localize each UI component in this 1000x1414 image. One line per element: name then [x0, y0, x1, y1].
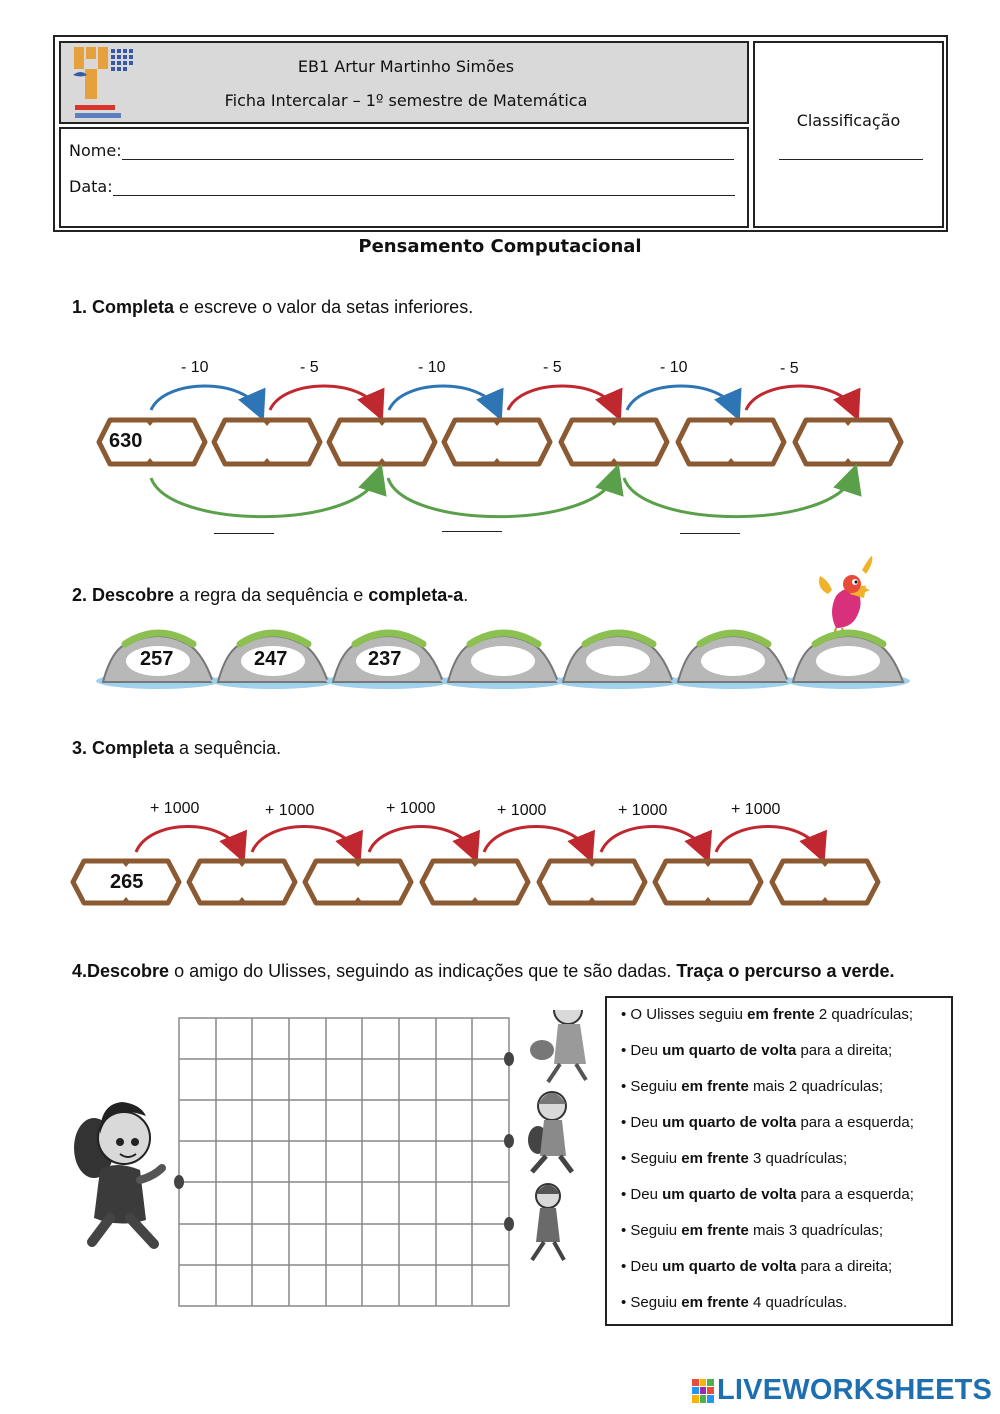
- q3-arrow-label-3: + 1000: [386, 800, 436, 817]
- q3-box-6[interactable]: [655, 861, 761, 903]
- stone-4[interactable]: [441, 633, 565, 689]
- q2-end: .: [463, 585, 469, 605]
- q1-arrow-label-3: - 10: [418, 359, 446, 376]
- q3-arrow-6: [716, 827, 820, 853]
- instruction-item: • Seguiu em frente mais 2 quadrículas;: [621, 1078, 884, 1095]
- q1-box-5[interactable]: [561, 420, 667, 464]
- classification-label: Classificação: [796, 111, 901, 130]
- q2-value-2: 247: [254, 648, 288, 670]
- q3-bold: Completa: [92, 738, 175, 758]
- instruction-item: • Seguiu em frente mais 3 quadrículas;: [621, 1222, 884, 1239]
- q1-arrow-label-5: - 10: [660, 359, 688, 376]
- q3-number-line: [0, 800, 1000, 920]
- question-4: [72, 958, 930, 985]
- instruction-item: • Deu um quarto de volta para a esquerda;: [621, 1114, 914, 1131]
- q1-bottom-arrow-1: [151, 475, 378, 517]
- q1-arrow-3: [389, 386, 497, 410]
- q1-number: 1.: [72, 297, 88, 317]
- q3-box-3[interactable]: [305, 861, 411, 903]
- q1-bottom-arrow-2: [388, 475, 615, 517]
- q3-arrow-label-5: + 1000: [618, 802, 668, 819]
- q3-number: 3.: [72, 738, 88, 758]
- q1-bold: Completa: [92, 297, 175, 317]
- q1-answer-line-1[interactable]: [214, 533, 274, 534]
- q4-text: o amigo do Ulisses, seguindo as indicações que te são dadas.: [169, 961, 677, 981]
- q3-text: a sequência.: [174, 738, 282, 758]
- school-name: EB1 Artur Martinho Simões: [297, 57, 515, 76]
- liveworksheets-brand: LIVEWORKSHEETS: [717, 1374, 993, 1406]
- q2-number: 2.: [72, 585, 88, 605]
- ulisses-image: [74, 1102, 162, 1244]
- instruction-item: • Deu um quarto de volta para a direita;: [621, 1258, 893, 1275]
- q1-arrow-label-6: - 5: [780, 360, 799, 377]
- q1-answer-line-2[interactable]: [442, 531, 502, 532]
- q3-box-5[interactable]: [539, 861, 645, 903]
- liveworksheets-icon: [692, 1379, 714, 1403]
- q1-number-line: [0, 0, 1000, 560]
- q2-stones: [0, 550, 1000, 700]
- q2-text: a regra da sequência e: [174, 585, 369, 605]
- end-point-3: [504, 1217, 514, 1231]
- q1-bottom-arrow-3: [624, 475, 853, 517]
- q1-arrow-2: [270, 386, 378, 410]
- q3-arrow-4: [484, 827, 588, 853]
- q1-arrow-5: [627, 386, 735, 410]
- q3-box-4[interactable]: [422, 861, 528, 903]
- q1-arrow-label-4: - 5: [543, 359, 562, 376]
- q2-value-3: 237: [368, 648, 402, 670]
- q1-start-value: 630: [109, 430, 143, 452]
- q4-bold-1: 4.Descobre: [72, 961, 170, 981]
- q4-grid-area: [60, 1010, 600, 1320]
- q1-answer-line-3[interactable]: [680, 533, 740, 534]
- path-grid[interactable]: [179, 1018, 509, 1306]
- instruction-item: • Seguiu em frente 4 quadrículas.: [621, 1294, 848, 1311]
- q3-start-value: 265: [110, 871, 144, 893]
- q3-arrow-label-4: + 1000: [497, 802, 547, 819]
- q1-arrow-6: [746, 386, 854, 410]
- stone-6[interactable]: [671, 633, 795, 689]
- instruction-item: • O Ulisses seguiu em frente 2 quadrículas;: [621, 1006, 914, 1023]
- q3-arrow-label-2: + 1000: [265, 802, 315, 819]
- q2-bold-2: completa-a: [368, 585, 464, 605]
- end-point-1: [504, 1052, 514, 1066]
- q3-arrow-1: [136, 827, 240, 853]
- q1-arrow-4: [508, 386, 616, 410]
- q1-text: e escreve o valor da setas inferiores.: [174, 297, 474, 317]
- instruction-item: • Deu um quarto de volta para a esquerda;: [621, 1186, 914, 1203]
- end-point-2: [504, 1134, 514, 1148]
- question-3: [72, 738, 281, 759]
- q1-box-2[interactable]: [214, 420, 320, 464]
- q1-box-4[interactable]: [444, 420, 550, 464]
- parrot-image: [819, 556, 872, 642]
- friend-girl-1-image: [530, 1010, 586, 1082]
- q3-arrow-label-6: + 1000: [731, 801, 781, 818]
- start-point: [174, 1175, 184, 1189]
- q2-value-1: 257: [140, 648, 174, 670]
- q1-arrow-1: [151, 386, 259, 410]
- sheet-title: Ficha Intercalar – 1º semestre de Matemática: [224, 91, 588, 110]
- q1-box-7[interactable]: [795, 420, 901, 464]
- q3-box-7[interactable]: [772, 861, 878, 903]
- q4-bold-2: Traça o percurso a verde.: [676, 961, 895, 981]
- q1-arrow-label-1: - 10: [181, 359, 209, 376]
- q3-box-2[interactable]: [189, 861, 295, 903]
- instruction-item: • Deu um quarto de volta para a direita;: [621, 1042, 893, 1059]
- stone-5[interactable]: [556, 633, 680, 689]
- instructions-box: [605, 996, 953, 1326]
- liveworksheets-logo[interactable]: [692, 1374, 992, 1407]
- stone-7[interactable]: [786, 633, 910, 689]
- q2-bold-1: Descobre: [92, 585, 175, 605]
- q3-arrow-5: [601, 827, 705, 853]
- q3-arrow-2: [252, 827, 356, 853]
- q1-box-6[interactable]: [678, 420, 784, 464]
- friend-boy-image: [528, 1092, 572, 1172]
- section-title: Pensamento Computacional: [358, 236, 642, 257]
- date-label: Data:: [69, 177, 113, 196]
- instruction-item: • Seguiu em frente 3 quadrículas;: [621, 1150, 848, 1167]
- name-label: Nome:: [69, 141, 122, 160]
- friend-girl-2-image: [532, 1184, 564, 1260]
- q3-arrow-label-1: + 1000: [150, 800, 200, 817]
- q1-box-3[interactable]: [329, 420, 435, 464]
- q3-arrow-3: [369, 827, 473, 853]
- q1-arrow-label-2: - 5: [300, 359, 319, 376]
